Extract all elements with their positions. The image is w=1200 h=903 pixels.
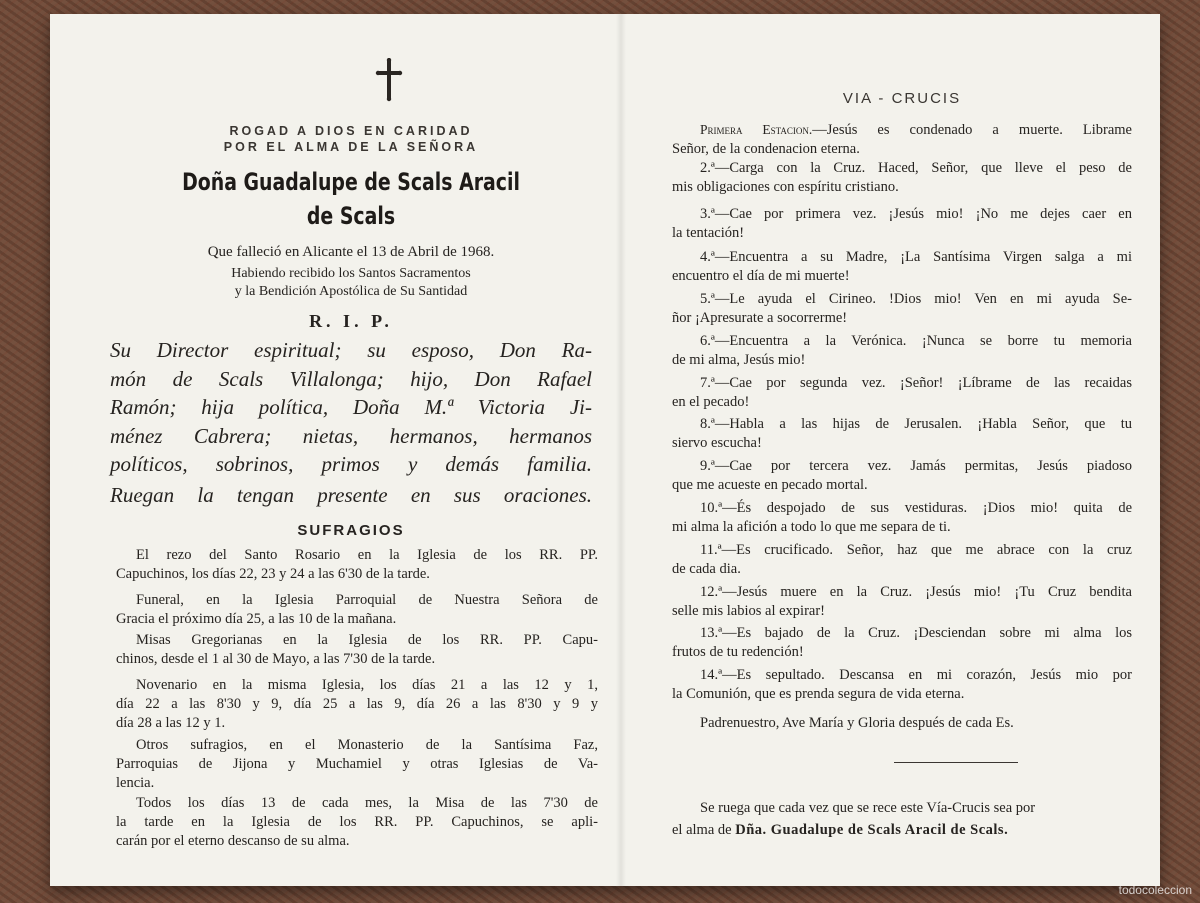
station-line: Señor, de la condenacion eterna. (672, 141, 860, 157)
rogad-line-2: POR EL ALMA DE LA SEÑORA (223, 140, 479, 154)
sufragio-item (116, 591, 598, 629)
sufragio-item (116, 631, 598, 669)
station-line: 5.ª—Le ayuda el Cirineo. !Dios mio! Ven en mi ayuda Se- (700, 291, 1132, 307)
deceased-name-line-1: Doña Guadalupe de Scals Aracil (182, 168, 520, 196)
family-line: Su Director espiritual; su esposo, Don Ra- (110, 338, 592, 362)
station-line: siervo escucha! (672, 435, 762, 451)
station-4 (672, 248, 1132, 286)
station-2 (672, 159, 1132, 197)
deceased-name-line-2: de Scals (306, 202, 396, 230)
rip-text: R. I. P. (309, 311, 393, 331)
station-line: 11.ª—Es crucificado. Señor, haz que me abrace con la cruz (700, 542, 1132, 558)
sufragio-line: Todos los días 13 de cada mes, la Misa de las 7'30 de (136, 795, 598, 811)
family-line: políticos, sobrinos, primos y demás familia. (110, 452, 592, 476)
family-line: Ramón; hija política, Doña M.ª Victoria Ji- (110, 395, 592, 419)
station-11 (672, 541, 1132, 579)
sufragio-item (116, 736, 598, 793)
station-line: mis obligaciones con espíritu cristiano. (672, 179, 899, 195)
sufragio-line: Gracia el próximo día 25, a las 10 de la mañana. (116, 611, 397, 627)
station-3 (672, 205, 1132, 243)
station-line: 6.ª—Encuentra a la Verónica. ¡Nunca se borre tu memoria (700, 333, 1132, 349)
sufragio-line: lencia. (116, 775, 155, 791)
family-line: Ruegan la tengan presente en sus oraciones. (110, 482, 592, 507)
station-line: 7.ª—Cae por segunda vez. ¡Señor! ¡Líbrame de las recaidas (700, 375, 1132, 391)
station-1 (672, 120, 1132, 159)
station-line: en el pecado! (672, 394, 750, 410)
family-list (110, 336, 592, 509)
sacramentos-line-1: Habiendo recibido los Santos Sacramentos (231, 266, 471, 281)
station-6 (672, 332, 1132, 370)
station-9 (672, 457, 1132, 495)
sacramentos-line-2: y la Bendición Apostólica de Su Santidad (234, 284, 468, 299)
station-line: de mi alma, Jesús mio! (672, 352, 806, 368)
station-line: 12.ª—Jesús muere en la Cruz. ¡Jesús mio! ¡Tu Cruz bendita (700, 584, 1132, 600)
sufragio-line: la tarde en la Iglesia de los RR. PP. Capuchinos, se apli- (116, 814, 598, 830)
sufragio-line: Otros sufragios, en el Monasterio de la Santísima Faz, (136, 737, 598, 753)
station-line: que me acueste en pecado mortal. (672, 477, 868, 493)
station-5 (672, 290, 1132, 328)
station-line: 3.ª—Cae por primera vez. ¡Jesús mio! ¡No me dejes caer en (700, 206, 1132, 222)
sufragio-item (116, 794, 598, 851)
divider-rule (894, 762, 1018, 763)
sufragio-line: El rezo del Santo Rosario en la Iglesia de los RR. PP. (136, 547, 598, 563)
sufragio-line: Misas Gregorianas en la Iglesia de los RR. PP. Capu- (136, 632, 598, 648)
station-12 (672, 583, 1132, 621)
family-line: món de Scals Villalonga; hijo, Don Rafael (110, 366, 592, 391)
ruega-line-2: el alma de Dña. Guadalupe de Scals Aracil de Scals. (672, 822, 1009, 838)
station-line: la tentación! (672, 225, 745, 241)
station-line: ñor ¡Apresurate a socorrerme! (672, 310, 848, 326)
card-fold (616, 14, 626, 886)
sufragio-line: Capuchinos, los días 22, 23 y 24 a las 6'30 de la tarde. (116, 566, 430, 582)
latin-cross-icon (374, 58, 404, 102)
station-14 (672, 666, 1132, 704)
sufragio-line: Parroquias de Jijona y Muchamiel y otras Iglesias de Va- (116, 756, 598, 772)
sufragio-line: Funeral, en la Iglesia Parroquial de Nuestra Señora de (136, 592, 598, 608)
sufragio-line: chinos, desde el 1 al 30 de Mayo, a las 7'30 de la tarde. (116, 651, 436, 667)
memorial-card (50, 14, 1160, 886)
station-7 (672, 374, 1132, 412)
rogad-line-1: ROGAD A DIOS EN CARIDAD (229, 124, 473, 138)
sufragio-line: día 22 a las 8'30 y 9, día 25 a las 9, día 26 a las 8'30 y 9 y (116, 696, 598, 712)
station-8 (672, 415, 1132, 453)
station-line: 10.ª—És despojado de sus vestiduras. ¡Dios mio! quita de (700, 500, 1132, 516)
station-line: 8.ª—Habla a las hijas de Jerusalen. ¡Habla Señor, que tu (700, 416, 1132, 432)
station-line: 9.ª—Cae por tercera vez. Jamás permitas, Jesús piadoso (700, 458, 1132, 474)
death-notice: Que falleció en Alicante el 13 de Abril de 1968. (207, 244, 495, 260)
watermark: todocoleccion (1118, 883, 1192, 897)
family-line: ménez Cabrera; nietas, hermanos, hermanos (110, 423, 592, 448)
station-line: 14.ª—Es sepultado. Descansa en mi corazón, Jesús mio por (700, 667, 1132, 683)
via-crucis-title: VIA - CRUCIS (842, 90, 962, 107)
padrenuestro-note: Padrenuestro, Ave María y Gloria después de cada Es. (700, 715, 1014, 731)
station-line: 13.ª—Es bajado de la Cruz. ¡Desciendan sobre mi alma los (700, 625, 1132, 641)
station-line: Primera Estacion.—Jesús es condenado a muerte. Librame (700, 122, 1132, 138)
sufragio-line: carán por el eterno descanso de su alma. (116, 833, 350, 849)
sufragio-item (116, 546, 598, 584)
deceased-name-bold: Dña. Guadalupe de Scals Aracil de Scals. (735, 822, 1009, 838)
station-line: 2.ª—Carga con la Cruz. Haced, Señor, que lleve el peso de (700, 160, 1132, 176)
ruega-line-1: Se ruega que cada vez que se rece este Vía-Crucis sea por (700, 800, 1036, 816)
station-line: frutos de tu redención! (672, 644, 804, 660)
station-line: selle mis labios al expirar! (672, 603, 826, 619)
station-line: la Comunión, que es prenda segura de vida eterna. (672, 686, 965, 702)
station-line: 4.ª—Encuentra a su Madre, ¡La Santísima Virgen salga a mi (700, 249, 1132, 265)
station-10 (672, 499, 1132, 537)
station-13 (672, 624, 1132, 662)
sufragio-item (116, 676, 598, 733)
primera-estacion-label: Primera Estacion. (700, 122, 813, 137)
sufragio-line: Novenario en la misma Iglesia, los días 21 a las 12 y 1, (136, 677, 598, 693)
station-line: de cada dia. (672, 561, 741, 577)
station-line: mi alma la afición a todo lo que me separa de ti. (672, 519, 951, 535)
sufragio-line: día 28 a las 12 y 1. (116, 715, 226, 731)
station-line: encuentro el día de mi muerte! (672, 268, 850, 284)
sufragios-title: SUFRAGIOS (297, 522, 405, 539)
